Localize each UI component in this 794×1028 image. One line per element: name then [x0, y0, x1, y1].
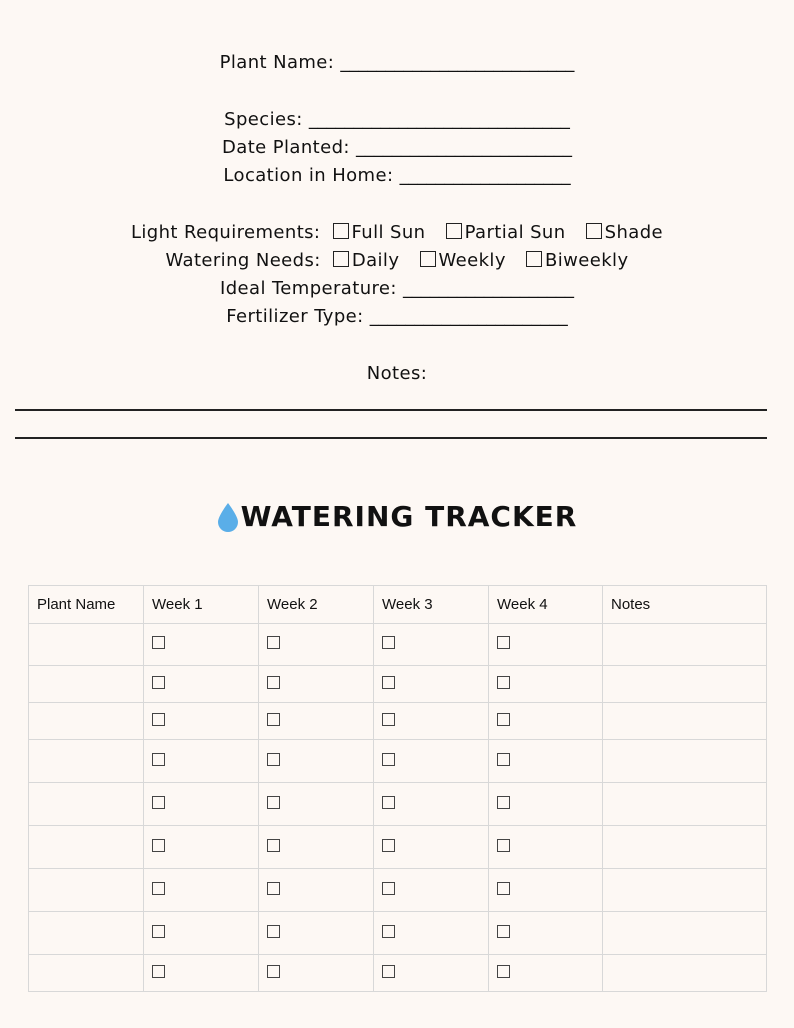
week-cell[interactable]: [144, 826, 259, 869]
week-cell[interactable]: [374, 783, 489, 826]
location-line: [0, 165, 794, 186]
week-cell[interactable]: [489, 624, 603, 666]
notes-cell[interactable]: [603, 703, 767, 740]
week-checkbox[interactable]: [497, 839, 510, 852]
week-checkbox[interactable]: [152, 676, 165, 689]
fertilizer-line: [0, 306, 794, 327]
table-row: [29, 869, 767, 912]
temperature-label: Ideal Temperature:: [220, 278, 397, 299]
species-label: Species:: [224, 109, 303, 130]
week-cell[interactable]: [144, 955, 259, 992]
week-checkbox[interactable]: [382, 796, 395, 809]
week-checkbox[interactable]: [497, 636, 510, 649]
tracker-body: [29, 624, 767, 992]
plant-name-cell[interactable]: [29, 912, 144, 955]
date-planted-line: [0, 137, 794, 158]
notes-cell[interactable]: [603, 955, 767, 992]
week-cell[interactable]: [374, 703, 489, 740]
week-cell[interactable]: [259, 955, 374, 992]
notes-cell[interactable]: [603, 740, 767, 783]
table-row: [29, 703, 767, 740]
table-header-row: [29, 586, 767, 624]
table-row: [29, 624, 767, 666]
location-field[interactable]: ___________________: [399, 165, 571, 186]
week-cell[interactable]: [144, 624, 259, 666]
week-cell[interactable]: [259, 666, 374, 703]
notes-cell[interactable]: [603, 869, 767, 912]
week-cell[interactable]: [374, 666, 489, 703]
light-requirements-line: [0, 222, 794, 243]
week-checkbox[interactable]: [497, 965, 510, 978]
watering-tracker-table: [28, 585, 767, 992]
table-row: [29, 955, 767, 992]
week-checkbox[interactable]: [497, 753, 510, 766]
week-checkbox[interactable]: [382, 925, 395, 938]
week-checkbox[interactable]: [152, 753, 165, 766]
species-field[interactable]: _____________________________: [308, 109, 570, 130]
week-checkbox[interactable]: [497, 676, 510, 689]
week-checkbox[interactable]: [497, 882, 510, 895]
week-checkbox[interactable]: [497, 713, 510, 726]
week-cell[interactable]: [144, 783, 259, 826]
plant-name-cell[interactable]: [29, 826, 144, 869]
notes-line-1[interactable]: [15, 409, 767, 411]
water-drop-icon: [217, 502, 239, 539]
week-cell[interactable]: [374, 955, 489, 992]
tracker-title: [0, 500, 794, 539]
week-checkbox[interactable]: [267, 713, 280, 726]
week-checkbox[interactable]: [152, 636, 165, 649]
week-checkbox[interactable]: [267, 882, 280, 895]
light-option-partial-sun: Partial Sun: [464, 222, 566, 243]
light-option-full-sun: Full Sun: [351, 222, 426, 243]
week-cell[interactable]: [489, 955, 603, 992]
plant-name-cell[interactable]: [29, 740, 144, 783]
plant-name-cell[interactable]: [29, 955, 144, 992]
week-cell[interactable]: [489, 869, 603, 912]
temperature-line: [0, 278, 794, 299]
week-checkbox[interactable]: [152, 713, 165, 726]
week-checkbox[interactable]: [267, 839, 280, 852]
week-cell[interactable]: [489, 703, 603, 740]
week-cell[interactable]: [374, 826, 489, 869]
week-cell[interactable]: [144, 869, 259, 912]
week-checkbox[interactable]: [267, 965, 280, 978]
week-cell[interactable]: [489, 740, 603, 783]
plant-name-cell[interactable]: [29, 869, 144, 912]
notes-cell[interactable]: [603, 912, 767, 955]
watering-option-daily: Daily: [351, 250, 400, 271]
tracker-title-text: WATERING TRACKER: [240, 500, 578, 533]
table-row: [29, 740, 767, 783]
column-header: Notes: [603, 586, 767, 624]
week-cell[interactable]: [489, 826, 603, 869]
week-cell[interactable]: [259, 740, 374, 783]
week-checkbox[interactable]: [267, 753, 280, 766]
date-planted-field[interactable]: ________________________: [356, 137, 572, 158]
fertilizer-field[interactable]: ______________________: [369, 306, 568, 327]
watering-label: Watering Needs:: [165, 250, 321, 271]
week-checkbox[interactable]: [152, 839, 165, 852]
week-checkbox[interactable]: [497, 796, 510, 809]
week-cell[interactable]: [144, 740, 259, 783]
column-header: Week 2: [259, 586, 374, 624]
week-checkbox[interactable]: [382, 753, 395, 766]
notes-line-2[interactable]: [15, 437, 767, 439]
week-checkbox[interactable]: [497, 925, 510, 938]
week-checkbox[interactable]: [382, 839, 395, 852]
week-checkbox[interactable]: [152, 965, 165, 978]
date-planted-label: Date Planted:: [222, 137, 350, 158]
column-header: Plant Name: [29, 586, 144, 624]
week-checkbox[interactable]: [267, 676, 280, 689]
week-cell[interactable]: [489, 783, 603, 826]
week-cell[interactable]: [489, 912, 603, 955]
week-checkbox[interactable]: [382, 713, 395, 726]
table-row: [29, 783, 767, 826]
week-checkbox[interactable]: [152, 796, 165, 809]
column-header: Week 3: [374, 586, 489, 624]
week-cell[interactable]: [259, 869, 374, 912]
week-cell[interactable]: [374, 740, 489, 783]
light-option-shade: Shade: [604, 222, 664, 243]
week-cell[interactable]: [144, 703, 259, 740]
week-cell[interactable]: [259, 624, 374, 666]
week-checkbox[interactable]: [382, 882, 395, 895]
plant-name-label: Plant Name:: [219, 52, 335, 73]
watering-option-weekly: Weekly: [438, 250, 506, 271]
location-label: Location in Home:: [223, 165, 394, 186]
week-cell[interactable]: [259, 826, 374, 869]
notes-cell[interactable]: [603, 666, 767, 703]
watering-option-biweekly: Biweekly: [545, 250, 629, 271]
plant-name-field[interactable]: __________________________: [340, 52, 575, 73]
fertilizer-label: Fertilizer Type:: [226, 306, 364, 327]
watering-daily-checkbox[interactable]: [333, 251, 349, 267]
table-row: [29, 666, 767, 703]
temperature-field[interactable]: ___________________: [402, 278, 574, 299]
light-shade-checkbox[interactable]: [586, 223, 602, 239]
column-header: Week 1: [144, 586, 259, 624]
week-cell[interactable]: [374, 869, 489, 912]
notes-label: Notes:: [366, 363, 428, 384]
week-checkbox[interactable]: [382, 676, 395, 689]
plant-name-line: [0, 52, 794, 73]
week-checkbox[interactable]: [152, 925, 165, 938]
light-full-sun-checkbox[interactable]: [333, 223, 349, 239]
light-label: Light Requirements:: [130, 222, 321, 243]
light-partial-sun-checkbox[interactable]: [446, 223, 462, 239]
week-checkbox[interactable]: [152, 882, 165, 895]
week-checkbox[interactable]: [382, 965, 395, 978]
table-row: [29, 826, 767, 869]
watering-needs-line: [0, 250, 794, 271]
notes-cell[interactable]: [603, 624, 767, 666]
plant-name-cell[interactable]: [29, 624, 144, 666]
plant-name-cell[interactable]: [29, 666, 144, 703]
week-cell[interactable]: [259, 783, 374, 826]
table-row: [29, 912, 767, 955]
week-cell[interactable]: [374, 624, 489, 666]
week-checkbox[interactable]: [267, 636, 280, 649]
species-line: [0, 109, 794, 130]
week-checkbox[interactable]: [382, 636, 395, 649]
column-header: Week 4: [489, 586, 603, 624]
watering-weekly-checkbox[interactable]: [420, 251, 436, 267]
watering-biweekly-checkbox[interactable]: [526, 251, 542, 267]
week-cell[interactable]: [259, 912, 374, 955]
notes-cell[interactable]: [603, 826, 767, 869]
week-cell[interactable]: [374, 912, 489, 955]
week-checkbox[interactable]: [267, 796, 280, 809]
plant-name-cell[interactable]: [29, 703, 144, 740]
notes-cell[interactable]: [603, 783, 767, 826]
week-cell[interactable]: [144, 666, 259, 703]
week-cell[interactable]: [144, 912, 259, 955]
plant-name-cell[interactable]: [29, 783, 144, 826]
week-cell[interactable]: [489, 666, 603, 703]
week-cell[interactable]: [259, 703, 374, 740]
week-checkbox[interactable]: [267, 925, 280, 938]
